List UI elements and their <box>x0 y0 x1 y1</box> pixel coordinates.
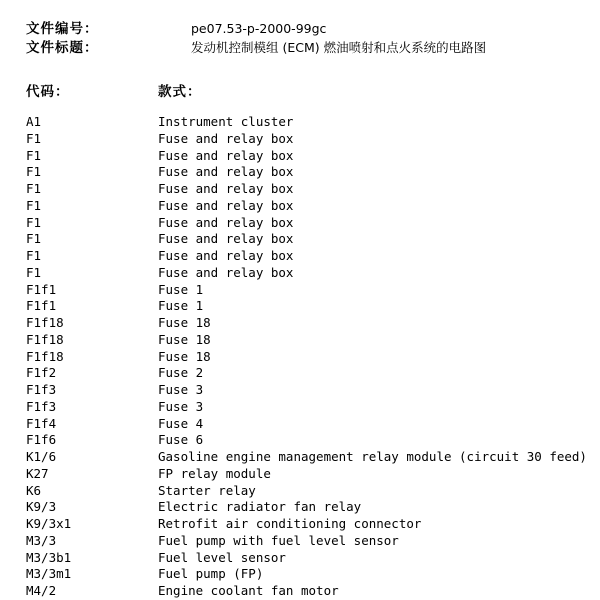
component-description: Fuel pump (FP) <box>158 566 264 582</box>
component-code: K9/3x1 <box>26 516 72 531</box>
table-row <box>26 198 596 215</box>
component-code: F1 <box>26 164 42 180</box>
table-row <box>26 164 596 181</box>
component-description: Fuel pump with fuel level sensor <box>158 532 399 548</box>
component-code: M3/3b1 <box>26 549 72 565</box>
component-code: M3/3 <box>26 532 57 548</box>
component-description: Fuse and relay box <box>158 264 294 280</box>
table-row <box>26 282 596 299</box>
table-row <box>26 315 596 332</box>
column-header-style: 款式： <box>158 84 202 100</box>
component-code: F1f3 <box>26 398 57 414</box>
component-description: Fuse 18 <box>158 331 211 347</box>
component-code: M3/3m1 <box>26 566 72 582</box>
component-description: Fuse 4 <box>158 415 204 431</box>
component-description: Fuse 1 <box>158 298 204 314</box>
table-row <box>26 349 596 366</box>
component-description: Fuel level sensor <box>158 549 286 565</box>
component-description: Fuse and relay box <box>158 248 294 263</box>
component-code: F1f18 <box>26 315 64 330</box>
component-code: K6 <box>26 482 42 498</box>
component-code: A1 <box>26 114 42 129</box>
component-description: Fuse and relay box <box>158 197 294 213</box>
table-row <box>26 114 596 131</box>
component-description: Fuse 3 <box>158 398 204 414</box>
component-code: F1f4 <box>26 415 57 431</box>
table-row <box>26 265 596 282</box>
table-row <box>26 499 596 516</box>
doc-title-value: 发动机控制模组 (ECM) 燃油喷射和点火系统的电路图 <box>191 40 487 55</box>
table-row <box>26 298 596 315</box>
table-row <box>26 131 596 148</box>
component-description: Engine coolant fan motor <box>158 583 339 598</box>
table-row <box>26 583 596 600</box>
table-row <box>26 399 596 416</box>
column-header-code: 代码： <box>26 84 70 100</box>
table-row <box>26 181 596 198</box>
table-row <box>26 516 596 533</box>
component-description: Fuse and relay box <box>158 147 294 163</box>
table-row <box>26 365 596 382</box>
component-code: F1 <box>26 248 42 263</box>
component-description: Fuse and relay box <box>158 214 294 230</box>
table-row <box>26 432 596 449</box>
table-row <box>26 215 596 232</box>
component-description: Fuse 1 <box>158 281 204 297</box>
component-code: K1/6 <box>26 449 57 464</box>
component-description: Fuse 18 <box>158 315 211 330</box>
component-code: F1f2 <box>26 365 57 381</box>
table-row <box>26 382 596 399</box>
component-code: F1 <box>26 214 42 230</box>
component-description: Electric radiator fan relay <box>158 499 362 515</box>
doc-title-row <box>26 39 586 57</box>
component-code: F1 <box>26 197 42 213</box>
component-code: F1f18 <box>26 331 64 347</box>
component-code: F1 <box>26 231 42 247</box>
table-row <box>26 416 596 433</box>
table-row <box>26 231 596 248</box>
table-row <box>26 148 596 165</box>
table-row <box>26 533 596 550</box>
component-description: Fuse and relay box <box>158 231 294 247</box>
table-row <box>26 466 596 483</box>
component-description: Fuse 2 <box>158 365 204 381</box>
table-row <box>26 449 596 466</box>
doc-number-label: 文件编号： <box>26 21 99 37</box>
component-description: Instrument cluster <box>158 114 294 129</box>
table-row <box>26 483 596 500</box>
component-list <box>26 114 596 600</box>
component-code: F1f3 <box>26 382 57 397</box>
component-description: Fuse and relay box <box>158 164 294 180</box>
component-description: Gasoline engine management relay module (circuit 30 feed) <box>158 449 587 464</box>
table-row <box>26 248 596 265</box>
component-code: F1 <box>26 147 42 163</box>
component-code: M4/2 <box>26 583 57 598</box>
component-code: F1 <box>26 181 42 196</box>
component-description: Starter relay <box>158 482 256 498</box>
component-code: F1f1 <box>26 298 57 314</box>
component-code: F1f1 <box>26 281 57 297</box>
component-code: F1f18 <box>26 348 64 364</box>
component-code: F1 <box>26 130 42 146</box>
component-description: Fuse 18 <box>158 348 211 364</box>
doc-number-value: pe07.53-p-2000-99gc <box>191 21 327 36</box>
component-description: FP relay module <box>158 465 271 481</box>
component-description: Retrofit air conditioning connector <box>158 516 422 531</box>
table-header <box>26 82 586 102</box>
doc-number-row <box>26 20 586 38</box>
component-description: Fuse 3 <box>158 382 204 397</box>
table-row <box>26 550 596 567</box>
table-row <box>26 566 596 583</box>
component-code: K27 <box>26 465 49 481</box>
component-description: Fuse 6 <box>158 432 204 448</box>
table-row <box>26 332 596 349</box>
component-code: K9/3 <box>26 499 57 515</box>
component-description: Fuse and relay box <box>158 181 294 196</box>
component-code: F1f6 <box>26 432 57 448</box>
component-code: F1 <box>26 264 42 280</box>
component-description: Fuse and relay box <box>158 130 294 146</box>
doc-title-label: 文件标题： <box>26 40 99 56</box>
